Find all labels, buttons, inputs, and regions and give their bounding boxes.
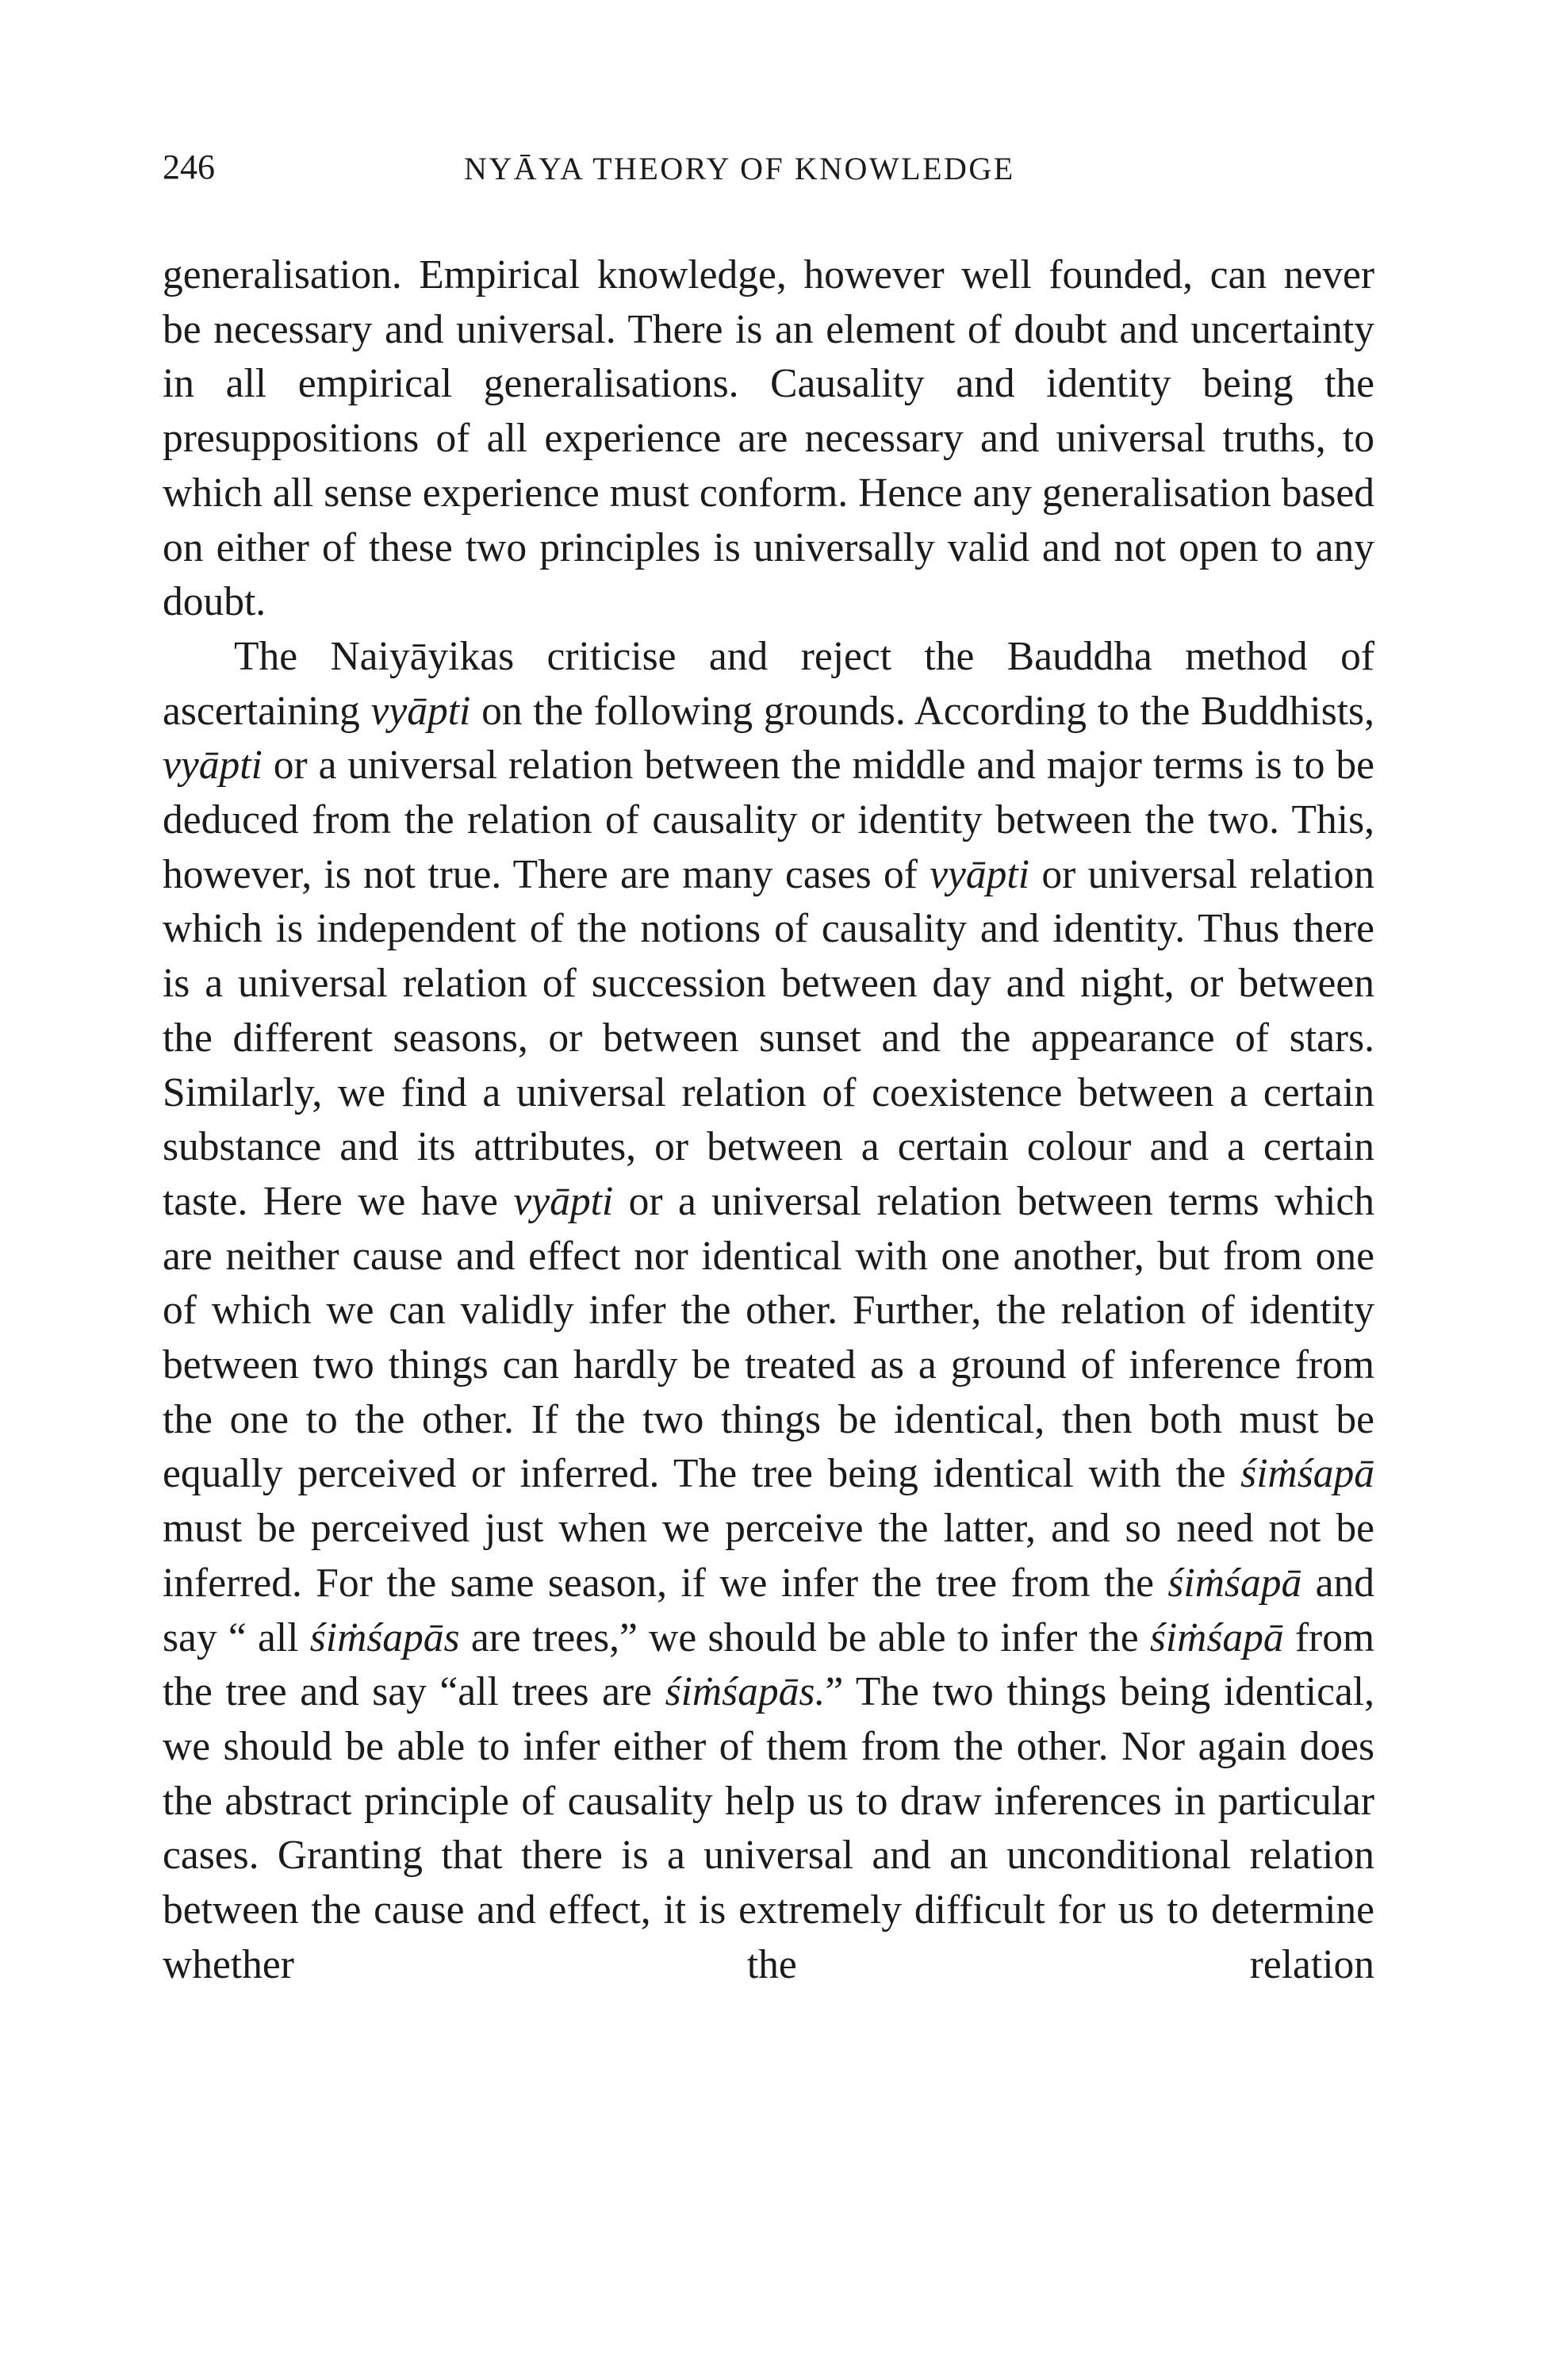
term-vyapti: vyāpti: [930, 851, 1030, 897]
text-run: or a universal relation between terms which are neither cause and effect nor identical with one another, but from one of which we can validly infer the other. Further, the relation of identity between two things can hardly be treated as a ground of inference from the one to the other. If the two things be identical, then both must be equally perceived or inferred. The tree being identical with the: [163, 1178, 1374, 1497]
term-simsapa: śiṁśapā: [1149, 1614, 1284, 1660]
term-vyapti: vyāpti: [163, 743, 263, 789]
text-run: and say “ all: [163, 1560, 1375, 1660]
text-run: ” The two things being identical, we should be able to infer either of them from the other. Nor again does the abstract principle of causality help us to draw inferences in particular cases. Granting that there is a universal and an unconditional relation between the cause and effect, it is extremely difficult for us to determine whether the relation: [163, 1669, 1374, 1987]
paragraph-continuation: generalisation. Empirical knowledge, however well founded, can never be necessary and universal. There is an element of doubt and uncertainty in all empirical generalisations. Causality and identity being the presuppositions of all experience are necessary and universal truths, to which all sense experience must conform. Hence any generalisation based on either of these two principles is universally valid and not open to any doubt.: [163, 252, 1374, 625]
text-run: from the tree and say “all trees are: [163, 1614, 1375, 1715]
text-run: or universal relation which is independent of the notions of causality and identity. Thus there is a universal relation of succession between day and night, or between the different seasons, or between sunset and the appearance of stars. Similarly, we find a universal relation of coexistence between a certain substance and its attributes, or between a certain colour and a certain taste. Here we have: [163, 851, 1374, 1224]
page-number: 246: [163, 148, 215, 186]
book-page: [163, 147, 1374, 1993]
running-title: NYĀYA THEORY OF KNOWLEDGE: [464, 151, 1015, 186]
paragraph-criticism: [163, 630, 1374, 1993]
running-head: [163, 147, 1374, 202]
text-run: The Naiyāyikas criticise and reject the Bauddha method of ascertaining: [163, 633, 1374, 734]
term-simsapa: śiṁśapā: [1167, 1560, 1302, 1606]
text-run: must be perceived just when we perceive the latter, and so need not be inferred. For the same season, if we infer the tree from the: [163, 1506, 1374, 1606]
text-run: are trees,” we should be able to infer the: [459, 1614, 1150, 1660]
term-simsapa: śiṁśapā: [1240, 1451, 1374, 1497]
term-simsapas: śiṁśapās.: [665, 1669, 826, 1715]
body-text: [163, 248, 1374, 1993]
term-vyapti: vyāpti: [513, 1178, 614, 1224]
term-simsapas: śiṁśapās: [309, 1614, 460, 1660]
term-vyapti: vyāpti: [370, 688, 471, 734]
text-run: or a universal relation between the middle and major terms is to be deduced from the relation of causality or identity between the two. This, however, is not true. There are many cases of: [163, 743, 1374, 897]
text-run: on the following grounds. According to the Buddhists,: [470, 688, 1374, 734]
